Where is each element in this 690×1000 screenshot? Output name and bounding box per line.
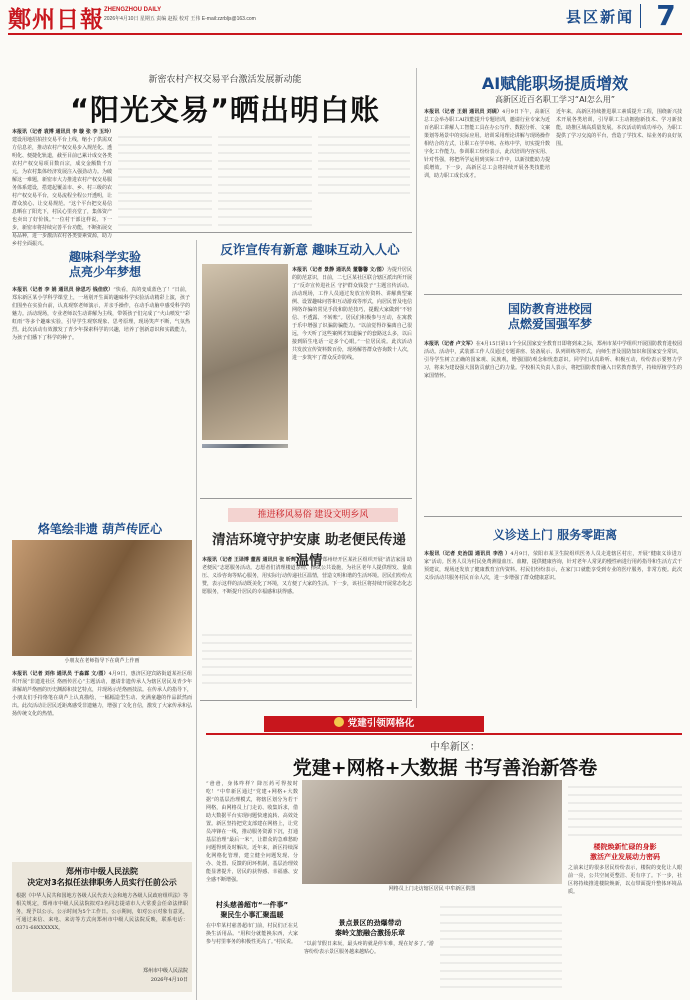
grid-title: 党建+网格+大数据 书写善治新答卷: [292, 757, 598, 779]
masthead-meta: 2026年4月10日 星期五 责编 赵振 校对 王伟 E-mail:zzrbljs@163.com: [104, 16, 256, 22]
ai-bottom-text: 近年来，高新区持续推进职工素质提升工程，围绕新兴技术开展各类培训，引导职工主动拥抱新技术、学习新技能，助推区域高质量发展。本次活动的成功举办，为职工提供了学习交流的平台，营造了学技术、钻业务的良好氛围。: [556, 109, 682, 147]
section-name: 县区新闻: [566, 8, 635, 26]
clean-body-continued: [202, 628, 412, 690]
craft-title: 楼院焕新忙碌的身影 激活产业发展动力密码: [590, 843, 660, 861]
village-store-body-text: 在中牟某村慈善超市门前，村民们正在兑换生活用品。“用积分就能换东西，大家参与村里事务的积极性更高了。”村民说。: [206, 923, 298, 945]
science-title: 趣味科学实验 点亮少年梦想: [68, 250, 141, 279]
ai-subtitle: 高新区近百名职工学习“AI怎么用”: [494, 95, 616, 104]
civilization-banner: 推进移风易俗 建设文明乡风: [228, 508, 398, 522]
antifraud-title: 反诈宣传有新意 趣味互动入人心: [220, 242, 400, 257]
clinic-body-text: 4月9日，荥阳市某卫生院组织医务人员走进辖区村庄，开展“健康义诊进万家”活动。医务人员为村民免费测量血压、血糖，提供健康咨询，针对老年人常见的慢性病进行用药指导和生活方式干预建议，现场还发放了健康教育宣传资料。村民们纷纷表示，在家门口就能享受到专业的医疗服务，非常方便。此次义诊活动共服务村民百余人次，进一步增强了群众健康意识。: [424, 551, 682, 581]
clinic-body: [424, 550, 682, 700]
header-rule: [8, 33, 682, 35]
masthead-english-title: ZHENGZHOU DAILY: [104, 7, 162, 13]
lead-kicker: 新密农村产权交易平台激活发展新动能: [148, 75, 302, 85]
party-banner-rule: [206, 733, 682, 735]
lead-rule: [12, 232, 412, 233]
antifraud-photo-strip: [202, 444, 288, 448]
masthead-logo: 鄭州日報: [8, 6, 104, 33]
science-author: 本报讯（记者 李 娟 通讯员 徐思巧 钱佳欣）: [12, 287, 114, 293]
party-banner: [264, 716, 484, 732]
craft-body: [568, 864, 682, 972]
market-title: 景点景区的劲爆带动 秦岭文旅融合激扬乐章: [335, 919, 405, 937]
party-banner-label: 党建引领网格化: [347, 718, 415, 729]
gourd-body: [12, 670, 192, 858]
grid-body: [206, 780, 298, 896]
clean-author: 本报讯（记者 王译博 董茜 通讯员 张 昕辉）: [202, 557, 302, 563]
party-emblem-icon: [334, 717, 344, 727]
page-number: 7: [656, 0, 676, 32]
market-body: [304, 940, 434, 992]
market-body-text: “以前节假日来玩，最头疼的就是停车难，现在好多了。”游客纷纷表示景区服务越来越贴心。: [304, 941, 434, 955]
antifraud-rule: [200, 498, 412, 499]
gourd-caption: 小朋友在老师指导下在葫芦上作画: [64, 658, 140, 664]
science-body: [12, 286, 190, 508]
ai-body-col2: [556, 108, 682, 288]
ai-rule: [424, 294, 682, 295]
clean-title: 清洁环境守护安康 助老便民传递温情: [212, 532, 406, 569]
clinic-title: 义诊送上门 服务零距离: [492, 528, 618, 542]
gourd-author: 本报讯（记者 刘伟 通讯员 于淼霖 文/图）: [12, 671, 109, 677]
gourd-title: 烙笔绘非遗 葫芦传匠心: [37, 522, 163, 536]
craft-body-text: 之前来过的很多居民纷纷表示，楼院的变化让人眼前一亮，公共空间更整洁、更有序了。下一步，社区将持续推进楼院焕新，以点带面提升整体环境品质。: [568, 865, 682, 895]
ai-body-col1: [424, 108, 550, 288]
lead-body-col2: [118, 130, 212, 226]
patriot-title: 国防教育进校园 点燃爱国强军梦: [507, 302, 592, 331]
court-notice-body: [16, 892, 188, 964]
market-body-col2: [440, 900, 562, 992]
patriot-body: [424, 340, 682, 514]
ai-body-text: 4月9日下午，高新区总工会举办职工AI技能提升专题培训，邀请行业专家为近百名职工讲解人工智能工具在办公写作、数据分析、文案策划等场景中的实际应用。培训采用理论讲解与现场操作相结合的方式，让职工在学中练、在练中学，切实提升数字化工作能力。参训职工纷纷表示，此次培训内容实用、针对性强，将把所学运用到实际工作中，以新技能助力提质增效。下一步，高新区总工会将持续开展各类技能培训，助力职工成长成才。: [424, 109, 550, 179]
patriot-rule: [424, 516, 682, 517]
gourd-photo: [12, 540, 192, 656]
lead-title: “阳光交易”晒出明白账: [69, 93, 381, 127]
clean-body: [202, 556, 412, 626]
court-notice-title: 郑州市中级人民法院 决定对3名拟任法律职务人员实行任前公示: [27, 867, 177, 887]
lead-body-col1: [12, 128, 115, 247]
grid-caption: 网格员上门走访辖区居民 中牟新区供图: [388, 886, 476, 892]
ai-title: AI赋能职场提质增效: [481, 74, 629, 93]
science-body-text: “快看，真的变成蓝色了！”日前，郑东新区某小学科学课堂上，一场别开生面的趣味科学实验活动精彩上演，孩子们围坐在实验台前，认真观察老师演示，并亲手操作，在动手动脑中感受科学的魅力。活动现场，专业老师以生动讲解为主线，带领孩子们完成了“火山喷发”“彩虹雨”等多个趣味实验，引导学生观察现象、思考原理，现场笑声不断，气氛热烈。此次活动有效激发了青少年探索科学的兴趣，培养了创新意识和实践能力，为孩子们播下了科学的种子。: [12, 287, 190, 341]
court-notice-date: 2026年4月10日: [150, 977, 188, 983]
clean-rule: [200, 700, 412, 701]
grid-body-text: “爸爸，身体咋样？降压药可得按时吃！”中牟新区通过“党建+网格+大数据”的基层治理模式，将辖区划分为若干网格，由网格员上门走访、收集诉求，借助大数据平台实现问题快速流转、高效处置。新区坚持把党支部建在网格上，让党员冲锋在一线，推动服务资源下沉，打通基层治理“最后一米”，让群众的急难愁盼问题得到及时解决。近年来，新区持续深化网格化管理，建立健全问题发现、分办、处置、反馈的闭环机制，基层治理效能显著提升，居民的获得感、幸福感、安全感不断增强。: [206, 781, 298, 883]
antifraud-photo-1: [202, 264, 288, 440]
patriot-body-text: 在4月15日第11个全民国家安全教育日即将到来之际，郑州市某中学组织开展国防教育进校园活动。活动中，武装部工作人员通过专题讲座、装备展示、队列训练等形式，向师生普及国防知识和国家安全常识，引导学生树立正确的国家观、民族观，增强国防观念和忧患意识。同学们认真聆听、积极互动，纷纷表示要努力学习，将来为建设强大国防贡献自己的力量。学校相关负责人表示，将把国防教育融入日常教育教学，持续厚植学生的家国情怀。: [424, 341, 682, 379]
court-notice-sign: 郑州市中级人民法院: [142, 968, 188, 974]
antifraud-body: [292, 266, 412, 476]
lead-body-text: 建设用地招拍挂交易平台上线，缩小了供需双方信息差，推动农村产权交易步入规范化、透明化、便捷化轨道，截至目前已累计成交各类农村产权交易项目数百宗，成交金额数千万元，为农村集体经济发展注入强劲动力。为破解这一难题，新密市大力推进农村产权交易服务体系建设，搭建起覆盖市、乡、村三级的农村产权交易平台，交易流程全程公开透明，让群众放心、让交易规范。“这个平台把交易信息晒在了阳光下，村民心里亮堂了，集体资产也卖出了好价钱。”一位村干部这样说。下一步，新密市将持续完善平台功能，不断拓展交易品种，进一步激活农村各类要素资源，助力乡村全面振兴。: [12, 137, 113, 247]
left-column-divider: [196, 240, 197, 1000]
village-store-body: [206, 922, 298, 992]
grid-body-right: [568, 780, 682, 838]
lead-body-col3: [218, 130, 312, 226]
patriot-author: 本报讯（记者 卢文军）: [424, 341, 476, 347]
grid-photo: [302, 780, 562, 884]
lead-author: 本报讯（记者 袁博 通讯员 李 璇 张 李 玉玲）: [12, 129, 115, 135]
gourd-body-text: 4月9日，惠济区迎宾路街道某社区组织开展“非遗进社区 烙画传匠心”主题活动，邀请非遗传承人为辖区居民及青少年讲解葫芦烙画的历史渊源和技艺特点，并现场示范烙画技法。在传承人的指导下，小朋友们手持烙笔在葫芦上认真描绘，一幅幅造型生动、充满童趣的作品跃然而出。此次活动让居民近距离感受非遗魅力，增强了文化自信，激发了大家传承和弘扬传统文化的热情。: [12, 671, 193, 717]
ai-author: 本报讯（记者 王娟 通讯员 刘砚）: [424, 109, 503, 115]
village-store-title: 村头慈善超市“一件事” 聚民生小事汇聚温暖: [215, 901, 289, 919]
lead-body-col4: [318, 130, 410, 196]
right-column-divider: [416, 68, 417, 708]
antifraud-body-text: 为提升居民的防范意识，日前，二七区某社区联合辖区派出所开展了“反诈宣传进社区 守护群众钱袋子”主题宣传活动。活动现场，工作人员通过发放宣传资料、讲解典型案例、设置趣味问答和互动游戏等形式，向居民普及电信网络诈骗的常见手段和防范技巧，提醒大家做到“不轻信、不透露、不转账”。居民们积极参与互动，在寓教于乐中增强了识骗防骗能力。“以前觉得诈骗离自己很远，今天听了这些案例才知道骗子的套路这么多，以后接到陌生电话一定多个心眼。”一位居民说。此次活动共发放宣传资料数百份，现场解答群众咨询数十人次，进一步筑牢了群众反诈防线。: [292, 267, 413, 361]
header-divider: [640, 4, 641, 28]
clinic-author: 本报讯（记者 史治国 通讯员 李浩 ）: [424, 551, 511, 557]
grid-kicker: 中牟新区：: [430, 742, 480, 753]
clean-body-text: 4月9日，郑州经开区某社区组织开展“清洁家园 助老便民”志愿服务活动。志愿者们清理楼道杂物、擦拭公共设施，为社区老年人提供理发、量血压、义诊咨询等贴心服务，用实际行动传递社区温情，营造文明和谐的生活环境。居民们纷纷点赞，表示这样的活动既美化了环境，又方便了大家的生活。下一步，该社区将持续开展常态化志愿服务，不断提升居民的幸福感和获得感。: [202, 557, 413, 595]
antifraud-author: 本报讯（记者 景静 通讯员 董馨馨 文/图）: [292, 267, 387, 273]
court-notice-body-text: 根据《中华人民共和国地方各级人民代表大会和地方各级人民政府组织法》等相关规定，郑州市中级人民法院拟对3名同志提请市人大常委会任命法律职务，现予以公示。公示时间为5个工作日。公示期间，如对公示对象有意见，可通过来信、来电、来访等方式向郑州市中级人民法院反映，联系电话：0371-68XXXXXX。: [16, 893, 188, 931]
